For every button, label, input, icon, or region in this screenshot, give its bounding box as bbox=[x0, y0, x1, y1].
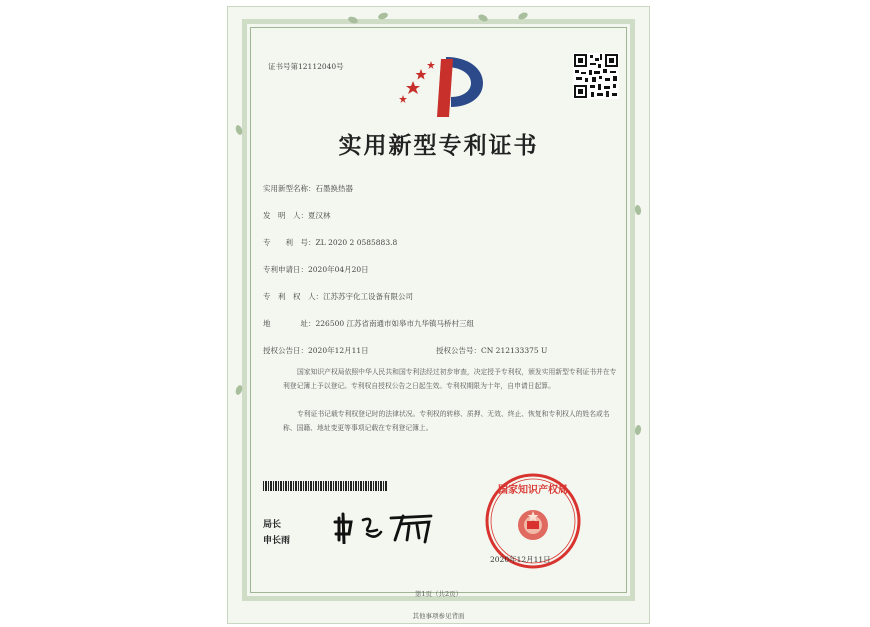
field-patentee: 专 利 权 人：江苏苏宇化工设备有限公司 bbox=[263, 292, 413, 301]
paragraph-grant-statement: 国家知识产权局依照中华人民共和国专利法经过初步审查，决定授予专利权，颁发实用新型专利证书并在专利登记簿上予以登记。专利权自授权公告之日起生效。专利权期限为十年，自申请日起算。 bbox=[283, 368, 617, 390]
border-leaf-decoration bbox=[634, 425, 642, 436]
field-grant-number: 授权公告号：CN 212133375 U bbox=[436, 346, 548, 355]
field-utility-model-name: 实用新型名称：石墨换热器 bbox=[263, 184, 353, 193]
seal-date: 2020年12月11日 bbox=[490, 555, 551, 564]
field-application-date: 专利申请日：2020年04月20日 bbox=[263, 265, 369, 274]
certificate-title: 实用新型专利证书 bbox=[338, 132, 539, 159]
field-patent-number: 专 利 号：ZL 2020 2 0585883.8 bbox=[263, 238, 398, 247]
qr-code bbox=[573, 53, 619, 99]
certificate-number: 证书号第12112040号 bbox=[268, 62, 344, 71]
barcode bbox=[263, 481, 388, 491]
patent-office-logo bbox=[391, 49, 501, 121]
border-leaf-decoration bbox=[634, 205, 642, 216]
field-grant-date: 授权公告日：2020年12月11日 bbox=[263, 346, 369, 355]
patent-certificate bbox=[227, 6, 650, 624]
field-inventor: 发 明 人：夏汉林 bbox=[263, 211, 331, 220]
footnote: 其他事项参见背面 bbox=[412, 612, 465, 620]
director-name: 申长雨 bbox=[263, 536, 291, 546]
page-number: 第1页（共2页） bbox=[414, 590, 463, 598]
director-title: 局长 bbox=[263, 520, 282, 530]
paragraph-legal-status: 专利证书记载专利权登记时的法律状况。专利权的转移、质押、无效、终止、恢复和专利权人的姓名或名称、国籍、地址变更等事项记载在专利登记簿上。 bbox=[283, 410, 610, 432]
field-address: 地 址：226500 江苏省南通市如皋市九华镇马桥村三组 bbox=[263, 319, 475, 328]
seal-text: 国家知识产权局 bbox=[498, 485, 568, 496]
director-signature bbox=[333, 510, 443, 544]
